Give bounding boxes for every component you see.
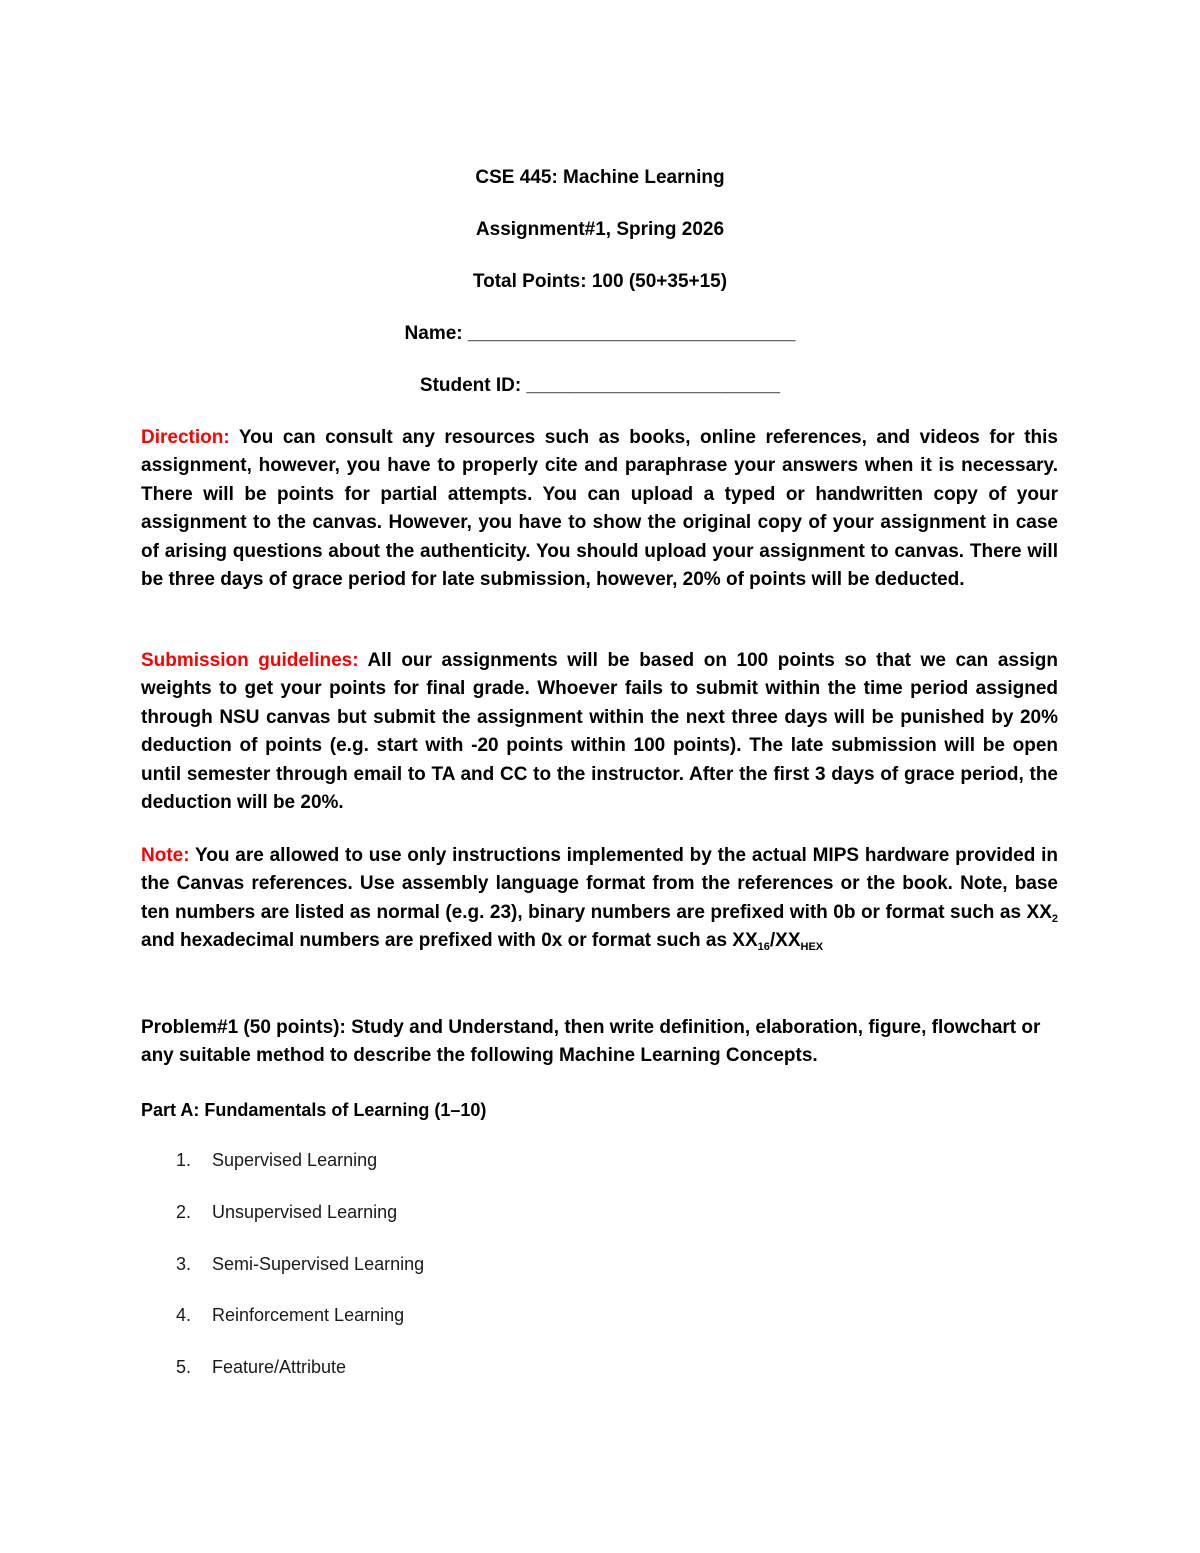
name-label: Name: xyxy=(404,323,463,344)
list-item xyxy=(176,1303,404,1327)
name-line xyxy=(0,322,1200,346)
decimal16-subscript: 16 xyxy=(757,941,770,954)
list-item-label: Unsupervised Learning xyxy=(212,1202,398,1222)
student-id-line xyxy=(0,374,1200,398)
list-item-label: Semi-Supervised Learning xyxy=(212,1254,425,1274)
submission-label: Submission guidelines: xyxy=(141,650,359,671)
direction-label: Direction: xyxy=(141,427,230,448)
list-item-number: 3. xyxy=(176,1254,192,1274)
list-item xyxy=(176,1200,397,1224)
direction-text: You can consult any resources such as books, online references, and videos for this assignment, however, you have to properly cite and paraphrase your answers when it is necessary. There will be points for partial attempts. You can upload a typed or handwritten copy of your assignment to the canvas. However, you have to show the original copy of your assignment in case of arising questions about the authenticity. You should upload your assignment to canvas. There will be three days of grace period for late submission, however, 20% of points will be deducted. xyxy=(141,427,1058,591)
list-item-number: 2. xyxy=(176,1202,192,1222)
direction-paragraph xyxy=(141,424,1058,594)
note-text-1: You are allowed to use only instructions implemented by the actual MIPS hardware provided in the Canvas references. Use assembly language format from the references or the book. Note, base ten numbers are listed as normal (e.g. 23), binary numbers are prefixed with 0b or format such as XX xyxy=(141,845,1059,923)
list-item-number: 1. xyxy=(176,1150,192,1170)
assignment-title: Assignment#1, Spring 2026 xyxy=(475,219,725,240)
list-item xyxy=(176,1148,377,1172)
list-item xyxy=(176,1355,346,1379)
problem-1-heading: Problem#1 (50 points): Study and Understand, then write definition, elaboration, figure, flowchart or any suitable method to describe the following Machine Learning Concepts. xyxy=(141,1017,1041,1067)
list-item xyxy=(176,1252,424,1276)
course-title: CSE 445: Machine Learning xyxy=(475,167,725,188)
note-slash-xx: /XX xyxy=(769,930,801,952)
total-points: Total Points: 100 (50+35+15) xyxy=(472,271,728,292)
submission-paragraph xyxy=(141,647,1058,817)
note-paragraph xyxy=(141,842,1058,956)
list-item-label: Feature/Attribute xyxy=(212,1357,347,1377)
list-item-label: Supervised Learning xyxy=(212,1150,378,1170)
binary-subscript: 2 xyxy=(1051,912,1058,925)
hex-subscript: HEX xyxy=(800,941,824,954)
list-item-label: Reinforcement Learning xyxy=(212,1305,405,1325)
list-item-number: 4. xyxy=(176,1305,192,1325)
student-id-blank[interactable]: ________________________ xyxy=(526,375,781,396)
note-label: Note: xyxy=(141,845,190,866)
name-blank[interactable]: _______________________________ xyxy=(467,323,796,344)
submission-text: All our assignments will be based on 100 points so that we can assign weights to get your points for final grade. Whoever fails to submit within the time period assigned through NSU canvas but submit the assignment within the next three days will be punished by 20% deduction of points (e.g. start with -20 points within 100 points). The late submission will be open until semester through email to TA and CC to the instructor. After the first 3 days of grace period, the deduction will be 20%. xyxy=(141,650,1059,814)
list-item-number: 5. xyxy=(176,1357,192,1377)
note-text-2: and hexadecimal numbers are prefixed with 0x or format such as XX xyxy=(141,930,758,952)
student-id-label: Student ID: xyxy=(419,375,522,396)
part-a-title: Part A: Fundamentals of Learning (1–10) xyxy=(141,1100,487,1120)
